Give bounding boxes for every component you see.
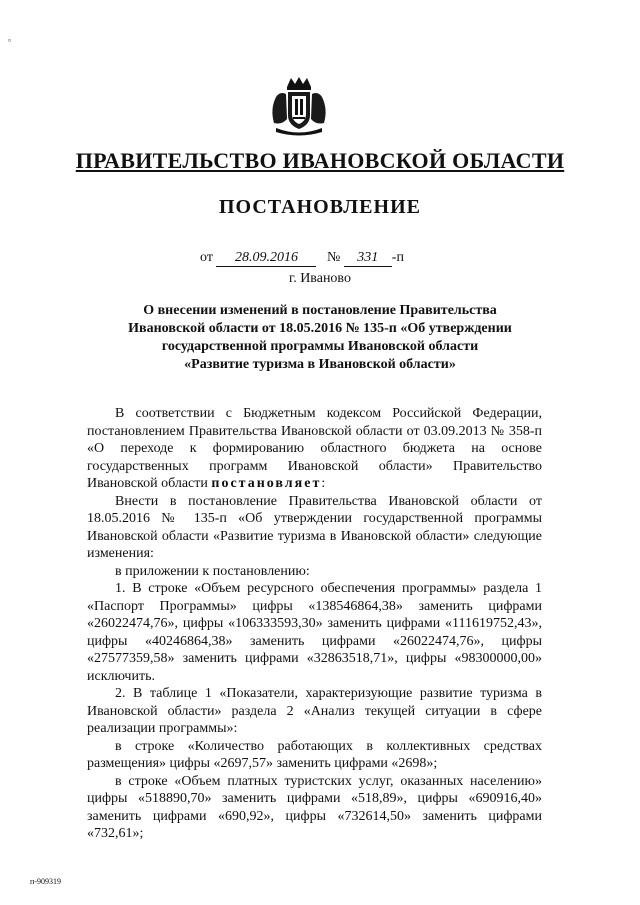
coat-of-arms-icon — [264, 75, 334, 137]
heading-line: государственной программы Ивановской области — [161, 339, 479, 354]
body-paragraph: 2. В таблице 1 «Показатели, характеризующие развитие туризма в Ивановской области» раздела 2 «Анализ текущей ситуации в сфере реализации программы»: — [87, 686, 542, 736]
heading-line: Ивановской области от 18.05.2016 № 135-п «Об утверждении — [128, 321, 512, 336]
body-paragraph: в строке «Количество работающих в коллективных средствах размещения» цифры «2697,57» заменить цифрами «2698»; — [87, 738, 542, 771]
body-paragraph — [87, 405, 542, 493]
date-prefix: от — [200, 250, 213, 265]
footer-code: п-909319 — [30, 877, 61, 886]
government-title: ПРАВИТЕЛЬСТВО ИВАНОВСКОЙ ОБЛАСТИ — [75, 148, 565, 173]
body-paragraph: в строке «Объем платных туристских услуг, оказанных населению» цифры «518890,70» заменить цифрами «518,89», цифры «690916,40» заменить цифрами «690,92», цифры «732614,50» заменить цифрами «732,61»; — [87, 773, 542, 841]
number-prefix: № — [326, 250, 341, 265]
number-suffix: -п — [391, 250, 404, 265]
corner-mark: ▫ — [8, 36, 11, 45]
resolution-keyword: постановляет — [211, 476, 322, 491]
document-city: г. Иваново — [289, 271, 351, 286]
body-paragraph: в приложении к постановлению: — [115, 563, 310, 579]
body-paragraph: Внести в постановление Правительства Ивановской области от 18.05.2016 № 135-п «Об утверждении государственной программы Ивановской области «Развитие туризма в Ивановской области» следующие изменения: — [87, 493, 542, 561]
heading-line: О внесении изменений в постановление Правительства — [143, 303, 497, 318]
paragraph-text: В соответствии с Бюджетным кодексом Российской Федерации, постановлением Правительства Ивановской области от 03.09.2013 № 358-п «О переходе к формированию областного бюджета на основе государственных программ Ивановской области» Правительство Ивановской области — [87, 406, 542, 491]
document-heading — [80, 302, 560, 374]
paragraph-colon: : — [321, 476, 326, 491]
document-date: 28.09.2016 — [216, 250, 316, 267]
document-type: ПОСТАНОВЛЕНИЕ — [219, 196, 421, 218]
document-body — [87, 405, 542, 843]
heading-line: «Развитие туризма в Ивановской области» — [184, 357, 456, 372]
date-number-line — [200, 250, 404, 267]
body-paragraph: 1. В строке «Объем ресурсного обеспечения программы» раздела 1 «Паспорт Программы» цифры «138546864,38» заменить цифрами «26022474,76», цифры «106333593,30» заменить цифрами «111619752,43», цифры «40246864,38» заменить цифрами «26022474,76», цифры «27577359,58» заменить цифрами «32863518,71», цифры «98300000,00» исключить. — [87, 581, 542, 684]
document-number: 331 — [344, 250, 392, 267]
